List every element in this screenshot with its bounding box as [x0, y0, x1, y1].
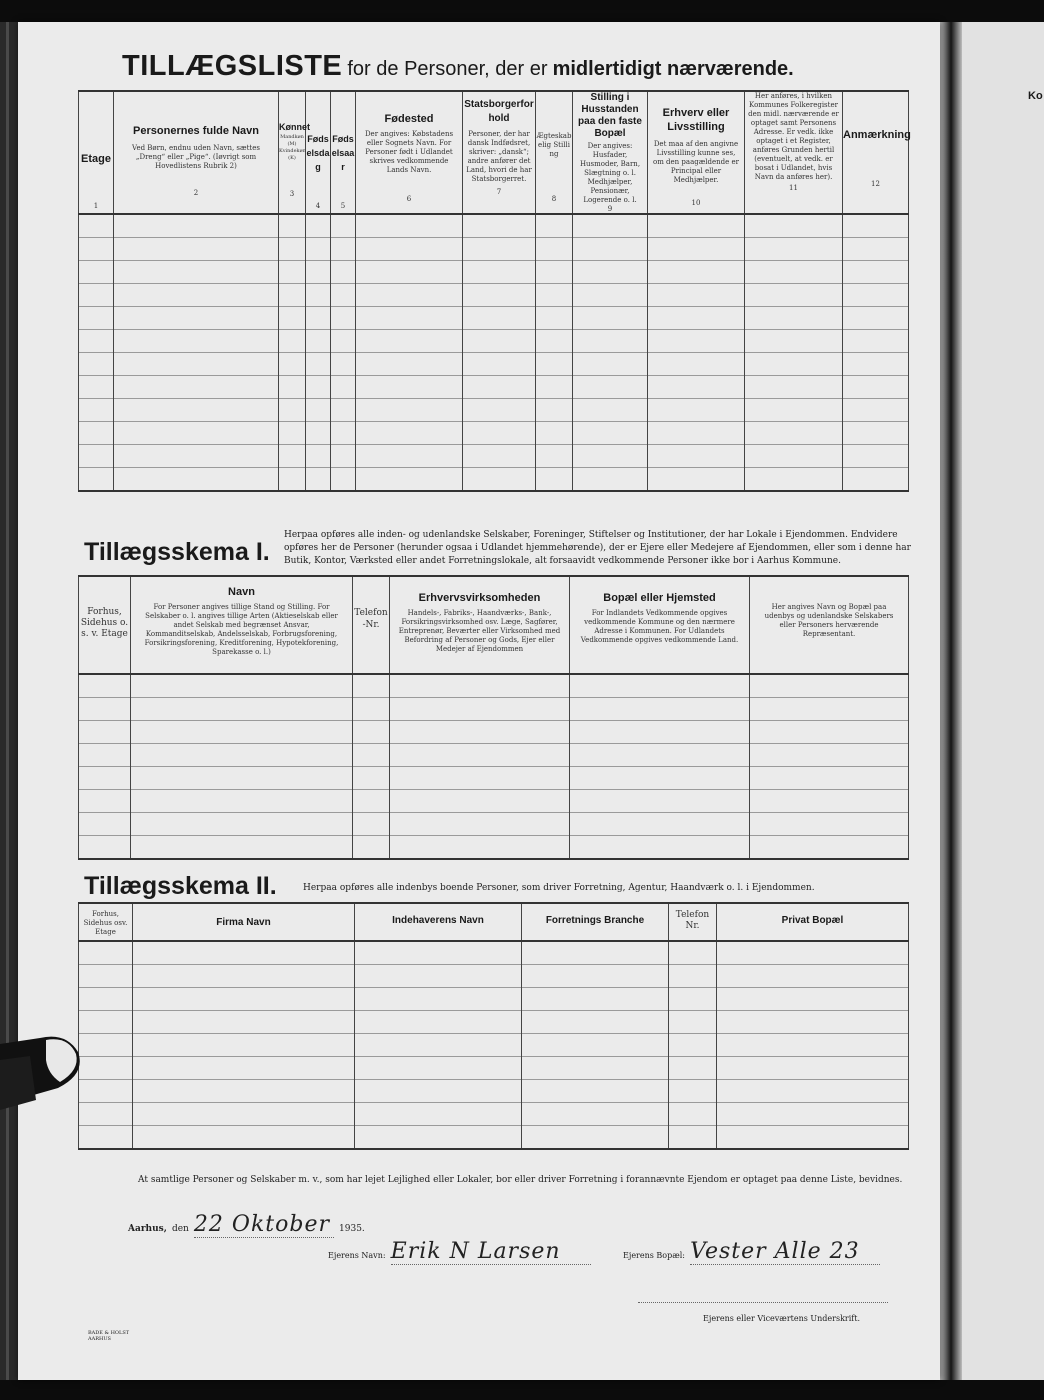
s2-col-indehaver: Indehaverens Navn — [355, 903, 522, 941]
table-row — [79, 284, 909, 307]
s1-col-telefon: Telefon-Nr. — [353, 576, 390, 674]
s2-col-bopael: Privat Bopæl — [717, 903, 909, 941]
skema2-title: Tillægsskema II. — [84, 872, 277, 900]
adjacent-page — [962, 22, 1044, 1380]
date-den: den — [171, 1224, 189, 1234]
table-row — [79, 307, 909, 330]
page-gutter — [940, 22, 962, 1380]
col-statsborger: Statsborgerforhold Personer, der har dansk Indfødsret, skriver: „dansk“; andre anfører det Land, hvori de har Statsborgerret. 7 — [463, 91, 536, 214]
signature-label: Ejerens eller Viceværtens Underskrift. — [703, 1314, 861, 1323]
s2-col-firma: Firma Navn — [133, 903, 355, 941]
table-row — [79, 941, 909, 965]
skema2-intro: Herpaa opføres alle indenbys boende Personer, som driver Forretning, Agentur, Haandværk o. l. i Ejendommen. — [303, 883, 815, 893]
skema2-table — [78, 902, 909, 1150]
table-row — [79, 1057, 909, 1080]
s1-col-erhverv: Erhvervsvirksomheden Handels-, Fabriks-, Haandværks-, Bank-, Forsikringsvirksomhed osv. Læge, Sagfører, Entreprenør, Beværter eller Virksomhed med Befordring af Personer og Gods, Ejer eller Medejer af Ejendommen — [390, 576, 570, 674]
owner-address-label: Ejerens Bopæl: — [623, 1251, 686, 1260]
binding-edge — [0, 22, 18, 1380]
date-year: 1935. — [339, 1224, 365, 1234]
col-foedselsdag: Fødselsdag 4 — [306, 91, 331, 214]
col-adresse: Her anføres, i hvilken Kommunes Folkeregister den midl. nærværende er optaget samt Personens Adresse. Er vedk. ikke optaget i et Register, anføres Grunden hertil (eventuelt, at vedk. er bosat i Udlandet, hvis Navn da anføres her). 11 — [745, 91, 843, 214]
skema2-header-row — [79, 903, 909, 941]
table-row — [79, 353, 909, 376]
owner-name-line — [328, 1239, 591, 1265]
owner-name-value: Erik N Larsen — [391, 1239, 591, 1265]
page-title — [122, 50, 794, 83]
s1-col-bopael: Bopæl eller Hjemsted For Indlandets Vedkommende opgives vedkommende Kommune og den nærmere Adresse i Kommunen. For Udlandets Vedkommende opgives vedkommende Land. — [570, 576, 750, 674]
table-row — [79, 1126, 909, 1150]
table-row — [79, 399, 909, 422]
col-navn: Personernes fulde Navn Ved Børn, endnu uden Navn, sættes „Dreng“ eller „Pige“. (Iøvrigt som Hovedlistens Rubrik 2) 2 — [114, 91, 279, 214]
signature-line — [638, 1302, 888, 1303]
title-main: TILLÆGSLISTE — [122, 50, 343, 82]
table-row — [79, 744, 909, 767]
col-anmaerkning: Anmærkning 12 — [843, 91, 909, 214]
title-rest: for de Personer, der er — [347, 58, 548, 80]
col-koen: Kønnet Mandkøn (M) Kvindekøn (K) 3 — [279, 91, 306, 214]
printer-note: BADE & HOLST AARHUS — [88, 1330, 130, 1342]
date-city: Aarhus, — [128, 1224, 167, 1234]
skema1-intro: Herpaa opføres alle inden- og udenlandske Selskaber, Foreninger, Stiftelser og Institutioner, der har Lokale i Ejendommen. Endvidere opføres her de Personer (herunder ogsaa i Udlandet hjemmehørende), der er Ejere eller Medejere af Ejendommen, eller som i denne har Butik, Kontor, Værksted eller andet Forretningslokale, alt forsaavidt vedkommende Personer ikke bor i Aarhus Kommune. — [284, 530, 911, 566]
col-aegteskab: Ægteskabelig Stilling 8 — [536, 91, 573, 214]
owner-address-line — [623, 1239, 880, 1265]
s1-col-etage: Forhus, Sidehus o. s. v. Etage — [79, 576, 131, 674]
s1-col-repraesentant: Her angives Navn og Bopæl paa udenbys og udenlandske Selskabers eller Personers herværende Repræsentant. — [750, 576, 909, 674]
table-row — [79, 965, 909, 988]
declaration-text: At samtlige Personer og Selskaber m. v., som har lejet Lejlighed eller Lokaler, bor eller driver Forretning i forannævnte Ejendom er optaget paa denne Liste, bevidnes. — [138, 1175, 903, 1185]
skema1-table — [78, 575, 909, 860]
s1-col-navn: Navn For Personer angives tillige Stand og Stilling. For Selskaber o. l. angives tillige Arten (Aktieselskab eller andet Selskab med begrænset Ansvar, Kommanditselskab, Andelsselskab, Forbrugsforening, Forsikringsforening, Kreditforening, Hypotekforening, Sparekasse o. l.) — [131, 576, 353, 674]
table-row — [79, 376, 909, 399]
table-row — [79, 330, 909, 353]
table-row — [79, 1034, 909, 1057]
col-foedselsaar: Fødselsaar 5 — [331, 91, 356, 214]
table-row — [79, 1103, 909, 1126]
table-row — [79, 836, 909, 860]
title-emph: midlertidigt nærværende. — [552, 58, 794, 80]
table-row — [79, 261, 909, 284]
form-page — [18, 22, 940, 1380]
col-erhverv: Erhverv eller Livsstilling Det maa af den angivne Livsstilling kunne ses, om den paagældende er Principal eller Medhjælper. 10 — [648, 91, 745, 214]
table-row — [79, 468, 909, 492]
thumb-icon — [0, 1030, 80, 1120]
table-row — [79, 698, 909, 721]
table-row — [79, 422, 909, 445]
skema1-header-row — [79, 576, 909, 674]
col-etage: Etage 1 — [79, 91, 114, 214]
date-line — [128, 1212, 365, 1238]
table-row — [79, 767, 909, 790]
s2-col-etage: Forhus, Sidehus osv. Etage — [79, 903, 133, 941]
col-foedested: Fødested Der angives: Købstadens eller Sognets Navn. For Personer født i Udlandet skrives vedkommende Lands Navn. 6 — [356, 91, 463, 214]
main-table-header-row — [79, 91, 909, 214]
s2-col-telefon: Telefon Nr. — [669, 903, 717, 941]
adjacent-page-fragment: Ko — [1028, 90, 1043, 102]
table-row — [79, 214, 909, 238]
table-row — [79, 674, 909, 698]
table-row — [79, 238, 909, 261]
col-stilling: Stilling i Husstanden paa den faste Bopæl Der angives: Husfader, Husmoder, Barn, Slægtning o. l. Medhjælper, Pensionær, Logerende o. l. 9 — [573, 91, 648, 214]
table-row — [79, 1080, 909, 1103]
table-row — [79, 721, 909, 744]
table-row — [79, 988, 909, 1011]
table-row — [79, 1011, 909, 1034]
table-row — [79, 813, 909, 836]
table-row — [79, 445, 909, 468]
owner-address-value: Vester Alle 23 — [690, 1239, 880, 1265]
main-table — [78, 90, 909, 492]
date-handwritten: 22 Oktober — [194, 1212, 334, 1238]
skema1-title: Tillægsskema I. — [84, 538, 270, 566]
table-row — [79, 790, 909, 813]
s2-col-branche: Forretnings Branche — [522, 903, 669, 941]
owner-name-label: Ejerens Navn: — [328, 1251, 386, 1260]
